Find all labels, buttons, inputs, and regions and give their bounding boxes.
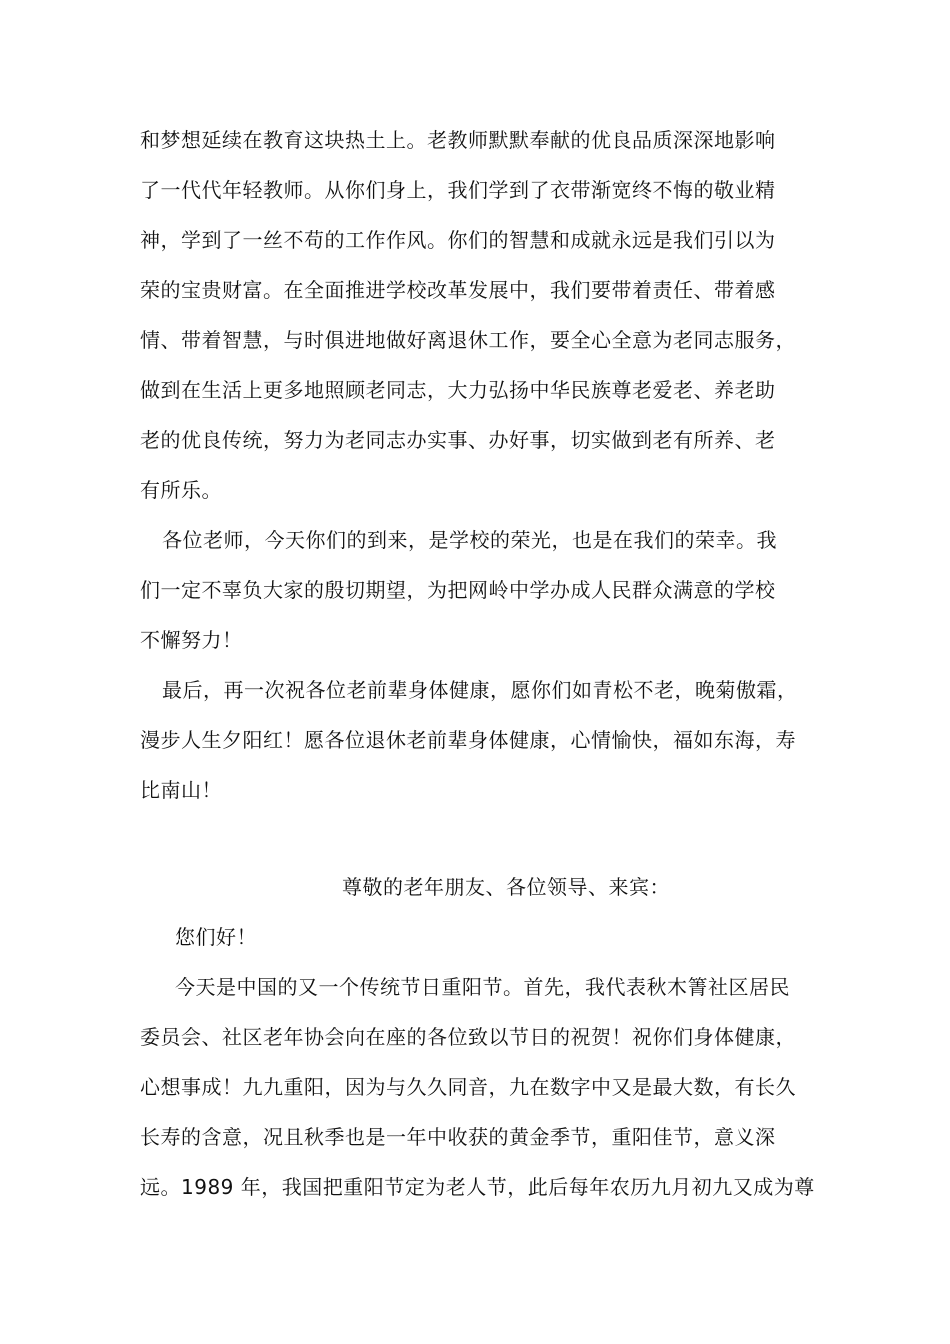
paragraph-line: 荣的宝贵财富。在全面推进学校改革发展中，我们要带着责任、带着感 <box>140 278 776 302</box>
paragraph-line: 漫步人生夕阳红！愿各位退休老前辈身体健康，心情愉快，福如东海，寿 <box>140 728 796 752</box>
paragraph-line: 老的优良传统，努力为老同志办实事、办好事，切实做到老有所养、老 <box>140 428 776 452</box>
paragraph-line: 各位老师，今天你们的到来，是学校的荣光，也是在我们的荣幸。我 <box>162 528 777 552</box>
paragraph-line: 心想事成！九九重阳，因为与久久同音，九在数字中又是最大数，有长久 <box>140 1075 796 1099</box>
salutation: 尊敬的老年朋友、各位领导、来宾： <box>342 875 670 899</box>
paragraph-line: 神，学到了一丝不苟的工作作风。你们的智慧和成就永远是我们引以为 <box>140 228 776 252</box>
paragraph-line: 了一代代年轻教师。从你们身上，我们学到了衣带渐宽终不悔的敬业精 <box>140 178 776 202</box>
paragraph-line: 不懈努力！ <box>140 628 243 652</box>
paragraph-line: 做到在生活上更多地照顾老同志，大力弘扬中华民族尊老爱老、养老助 <box>140 378 776 402</box>
paragraph-line: 比南山！ <box>140 778 222 802</box>
greeting: 您们好！ <box>175 925 257 949</box>
paragraph-line: 有所乐。 <box>140 478 222 502</box>
paragraph-line: 们一定不辜负大家的殷切期望，为把网岭中学办成人民群众满意的学校 <box>140 578 776 602</box>
paragraph-line: 情、带着智慧，与时俱进地做好离退休工作，要全心全意为老同志服务， <box>140 328 796 352</box>
paragraph-line: 长寿的含意，况且秋季也是一年中收获的黄金季节，重阳佳节，意义深 <box>140 1125 776 1149</box>
paragraph-line: 今天是中国的又一个传统节日重阳节。首先，我代表秋木箐社区居民 <box>175 975 790 999</box>
paragraph-line: 远。1989 年，我国把重阳节定为老人节，此后每年农历九月初九又成为尊 <box>140 1175 815 1199</box>
paragraph-line: 和梦想延续在教育这块热土上。老教师默默奉献的优良品质深深地影响 <box>140 128 776 152</box>
paragraph-line: 委员会、社区老年协会向在座的各位致以节日的祝贺！祝你们身体健康， <box>140 1025 796 1049</box>
paragraph-line: 最后，再一次祝各位老前辈身体健康，愿你们如青松不老，晚菊傲霜， <box>162 678 798 702</box>
